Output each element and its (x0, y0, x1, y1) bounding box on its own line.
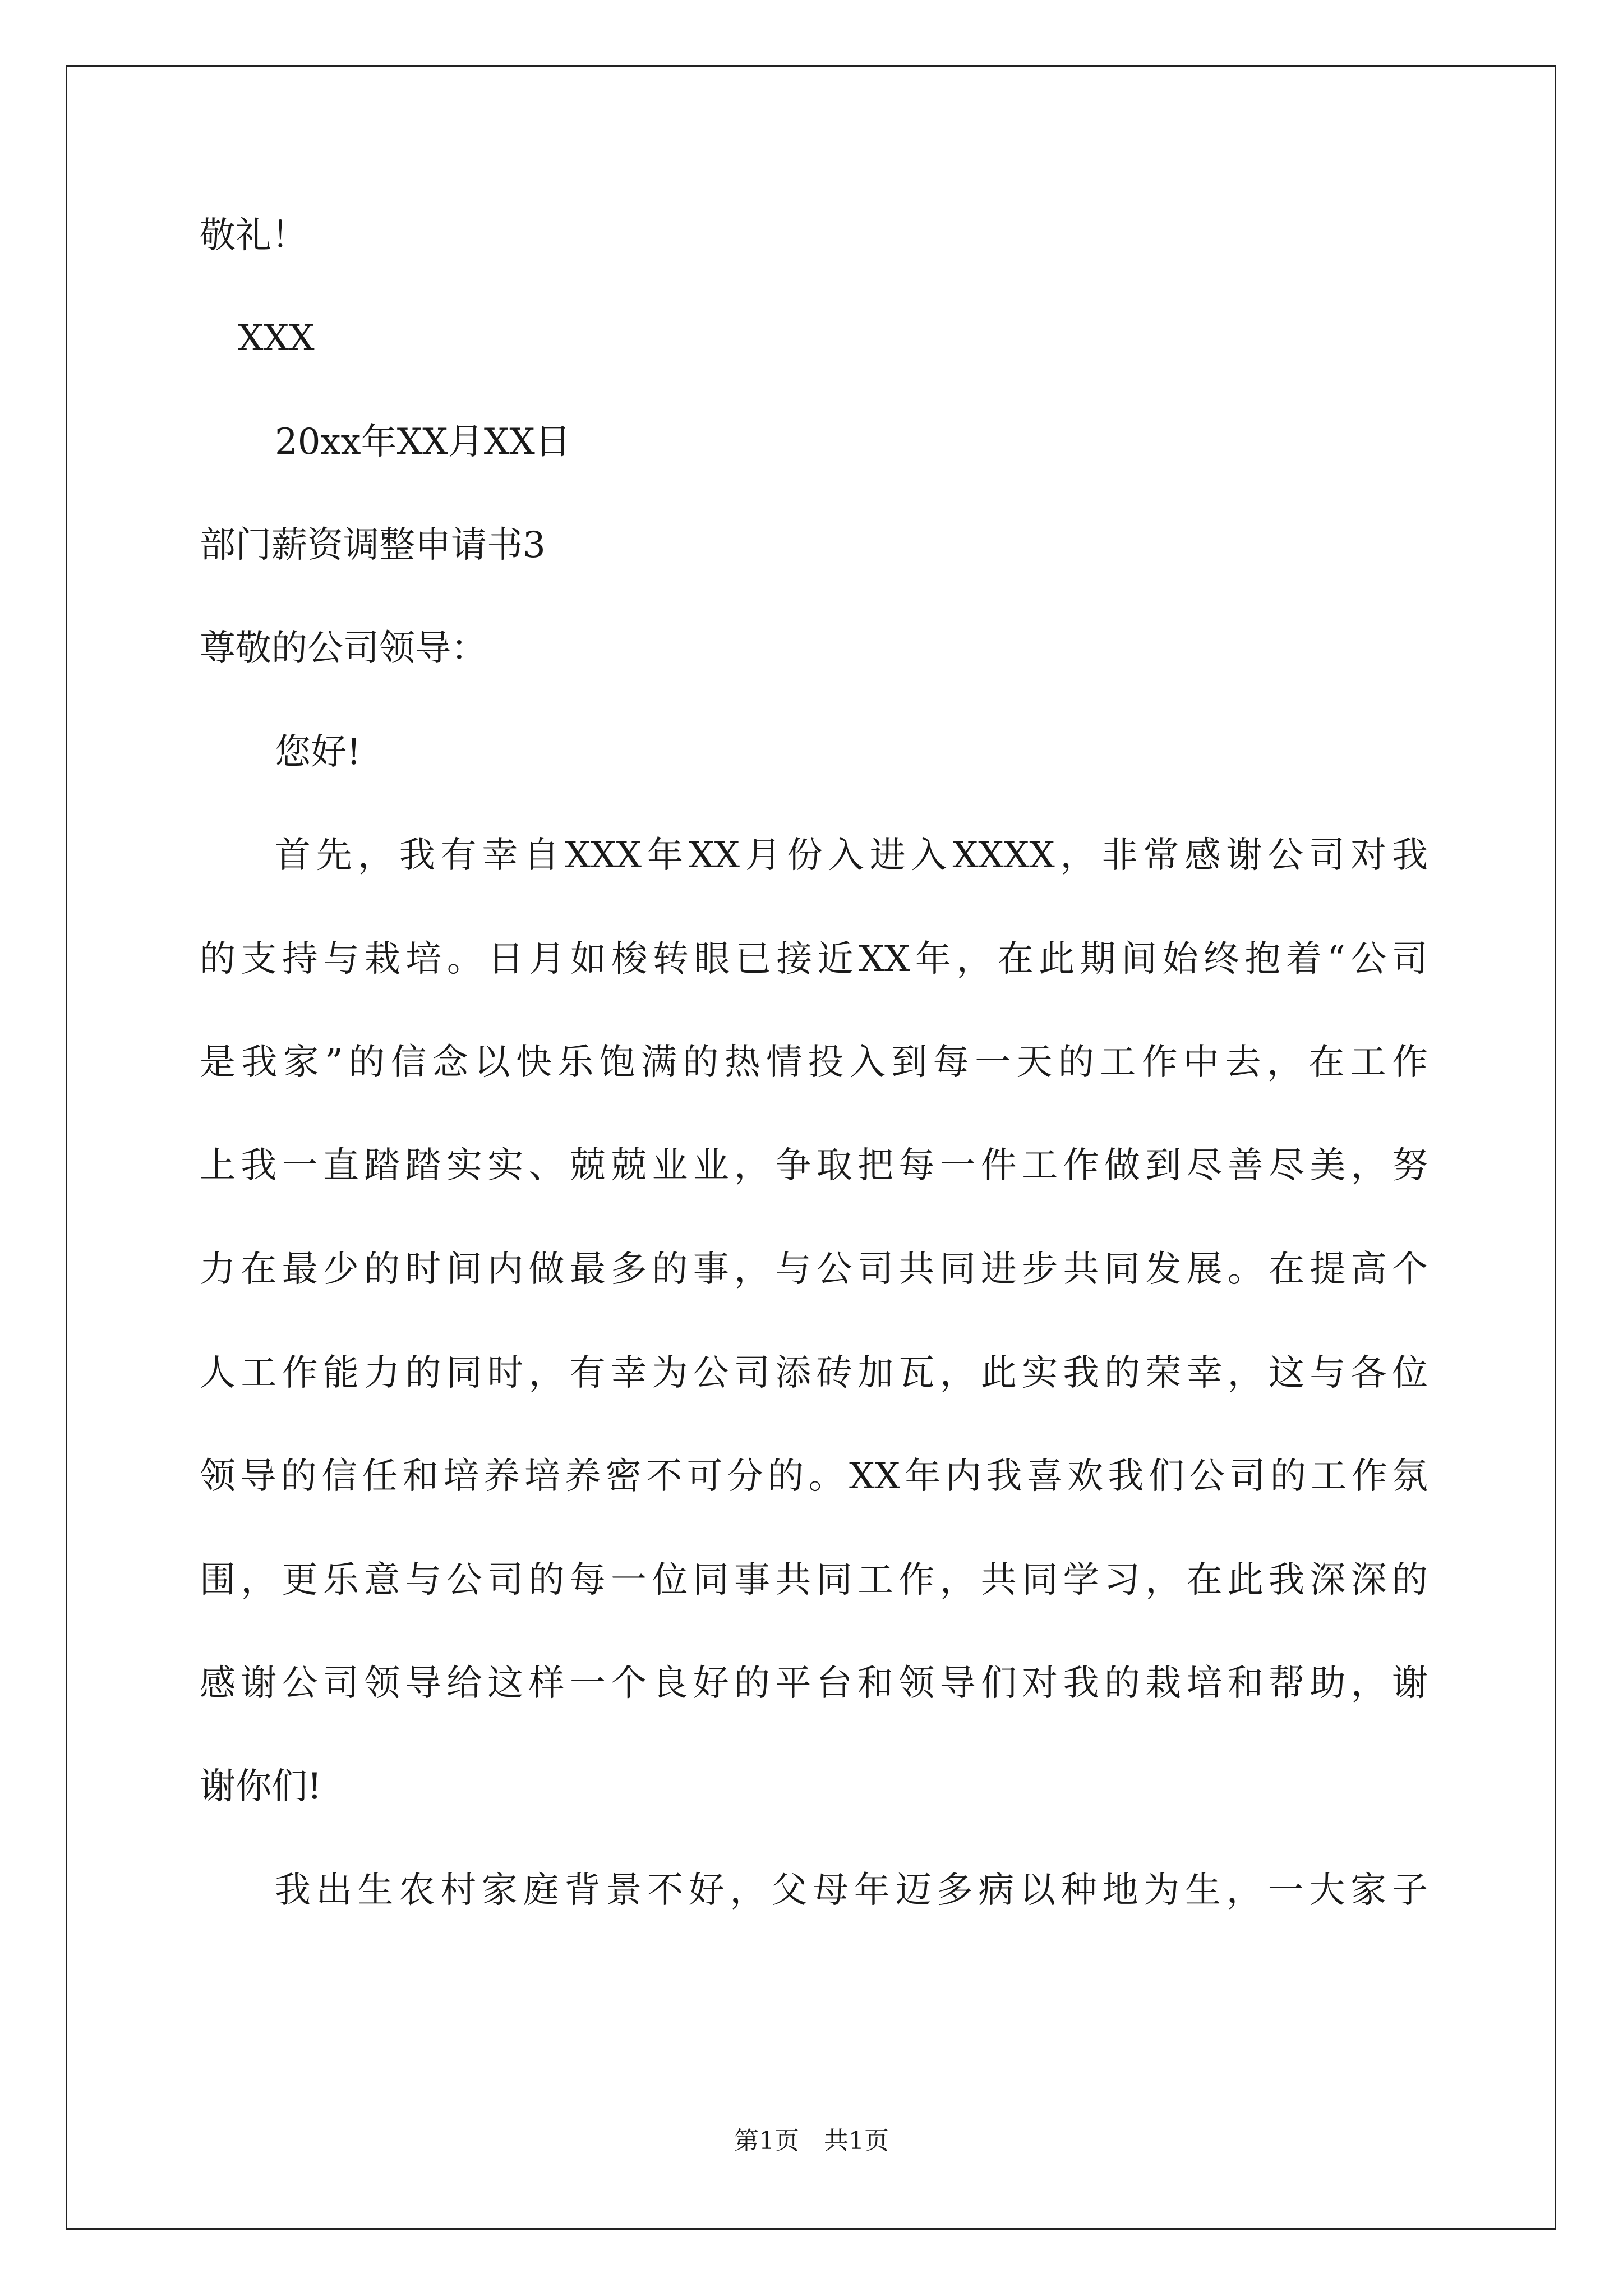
paragraph-line: 上我一直踏踏实实、兢兢业业，争取把每一件工作做到尽善尽美，努 (200, 1145, 1428, 1186)
paragraph-line: 围，更乐意与公司的每一位同事共同工作，共同学习，在此我深深的 (200, 1559, 1428, 1601)
letter-greeting: 您好! (275, 731, 361, 773)
letter-title: 部门薪资调整申请书3 (200, 524, 546, 566)
paragraph-line: 领导的信任和培养培养密不可分的。XX年内我喜欢我们公司的工作氛 (200, 1456, 1428, 1497)
paragraph-line: 感谢公司领导给这样一个良好的平台和领导们对我的栽培和帮助，谢 (200, 1663, 1428, 1704)
paragraph-line: 谢你们! (200, 1766, 322, 1807)
paragraph-line: 的支持与栽培。日月如梭转眼已接近XX年，在此期间始终抱着“公司 (200, 938, 1428, 980)
page-footer: 第1页 共1页 (734, 2127, 889, 2155)
closing-signer: XXX (238, 318, 315, 359)
letter-addressee: 尊敬的公司领导： (200, 628, 487, 669)
closing-date: 20xx年XX月XX日 (275, 421, 571, 463)
paragraph-line: 力在最少的时间内做最多的事，与公司共同进步共同发展。在提高个 (200, 1249, 1428, 1290)
paragraph-line: 人工作能力的同时，有幸为公司添砖加瓦，此实我的荣幸，这与各位 (200, 1352, 1428, 1394)
paragraph-line: 首先，我有幸自XXX年XX月份入进入XXXX，非常感谢公司对我 (275, 835, 1428, 876)
paragraph-line: 是我家”的信念以快乐饱满的热情投入到每一天的工作中去，在工作 (200, 1042, 1428, 1083)
closing-salute: 敬礼！ (200, 215, 307, 256)
paragraph-line: 我出生农村家庭背景不好，父母年迈多病以种地为生，一大家子 (275, 1870, 1428, 1911)
